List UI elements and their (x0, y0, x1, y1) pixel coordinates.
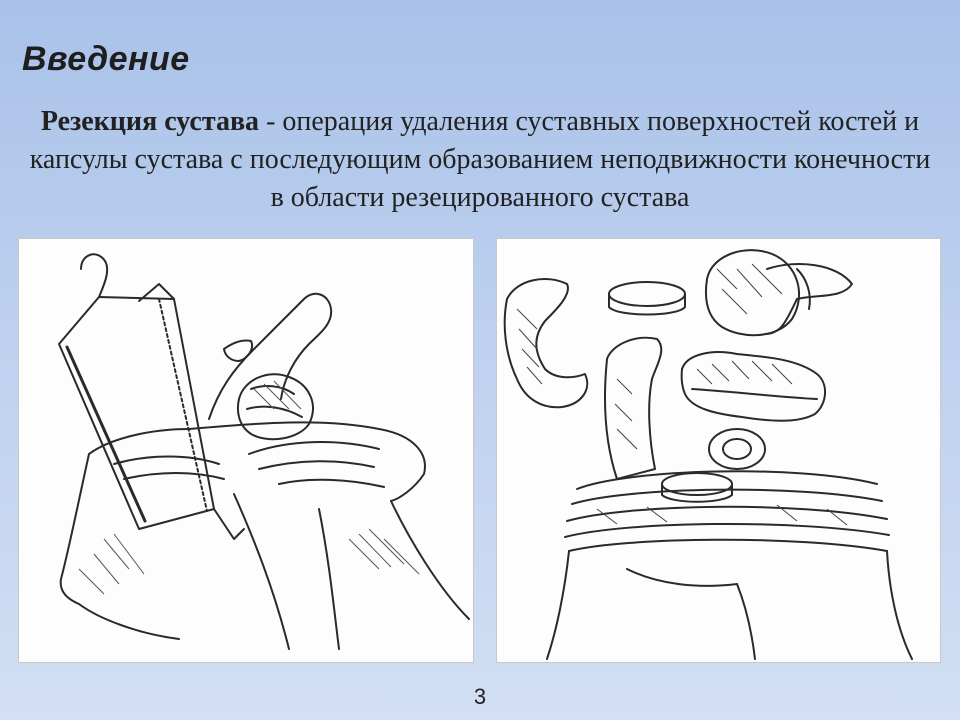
slide-title: Введение (22, 40, 190, 78)
definition-text: - операция удаления суставных поверхностей костей и капсулы сустава с последующим образованием неподвижности конечности в области резецированного сустава (29, 106, 931, 213)
saw-resection-illustration (18, 238, 474, 663)
page-number: 3 (473, 684, 487, 709)
definition-paragraph (28, 103, 932, 217)
saw-resection-drawing (19, 239, 473, 662)
definition-term: Резекция сустава (40, 106, 260, 137)
resected-joint-fragments-illustration (496, 238, 941, 663)
resected-joint-drawing (497, 239, 940, 662)
